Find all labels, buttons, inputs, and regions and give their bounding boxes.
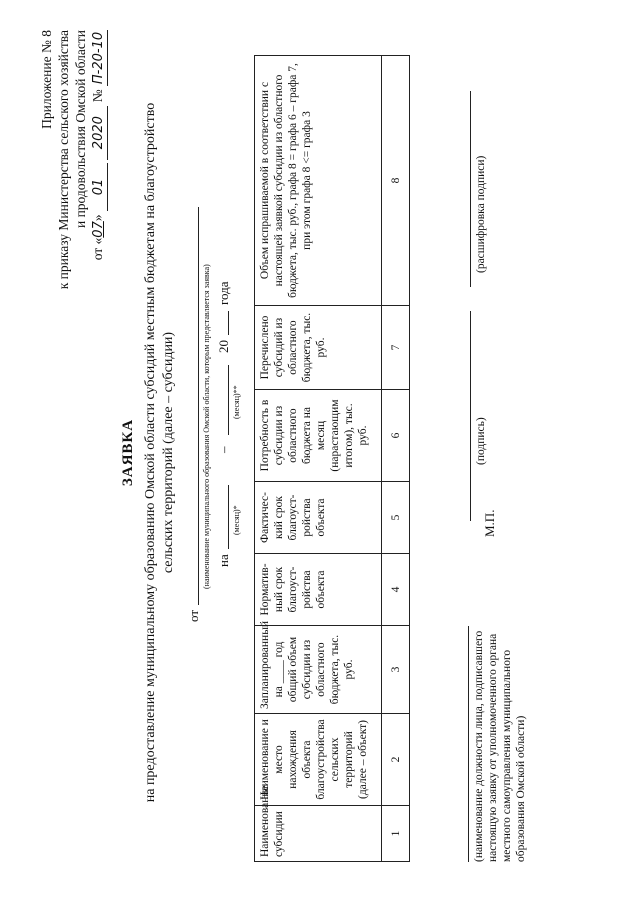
col-number-3: 3 [382,626,410,714]
col-header-8: Объем испрашиваемой в соответствии с настоящей заявкой субсидии из областного бюджета, тыс. руб., графа 8 = графа 6 – графа 7, при этом графа 8 <= графа 3 [255,56,382,306]
position-caption: (наименование должности лица, подписавшего настоящую заявку от уполномоченного органа местного самоуправления муниципального образования Омской области) [473,630,527,862]
date-month: 01 [90,163,108,211]
from-underline [198,207,199,605]
appendix-block [38,30,108,289]
col-header-6: Потребность в субсидии из областного бюджета на месяц (нарастающим итогом), тыс. руб. [255,390,382,482]
col-header-3: Запланированный на ____ год общий объем субсидии из областного бюджета, тыс. руб. [255,626,382,714]
date-number: П-20-10 [91,31,106,85]
col-header-2: Наименование и место нахождения объекта благоустройства сельских территорий (далее – объект) [255,714,382,806]
decode-underline [470,91,471,287]
col-number-5: 5 [382,482,410,554]
period-na: на [216,554,231,567]
col-number-1: 1 [382,806,410,862]
month-from-underline [228,485,229,549]
position-underline [468,626,469,862]
col-number-7: 7 [382,306,410,390]
stamp-place: М.П. [482,509,497,537]
decode-caption: (расшифровка подписи) [475,155,487,273]
col-number-6: 6 [382,390,410,482]
date-day: 07 [91,221,106,238]
signature-caption: (подпись) [475,417,487,465]
period-year-prefix: 20 [216,340,231,353]
month-to-caption: (месяц)** [232,385,241,419]
from-label: от [186,609,201,622]
col-number-2: 2 [382,714,410,806]
period-dash: – [216,446,231,453]
col-header-5: Фактичес-кий срок благоуст-ройства объекта [255,482,382,554]
col-header-4: Норматив-ный срок благоуст-ройства объекта [255,554,382,626]
col-number-4: 4 [382,554,410,626]
period-year-suffix: года [216,281,231,305]
date-year: 2020 [90,106,108,160]
year-underline [228,311,229,335]
month-to-underline [228,365,229,435]
subtitle-line-2: сельских территорий (далее – субсидии) [161,331,176,574]
table-number-row [382,56,410,862]
subtitle-line-1: на предоставление муниципальному образованию Омской области субсидий местным бюджетам на благоустройство [143,102,158,803]
from-caption: (наименование муниципального образования Омской области, которым представляется заявка) [202,264,211,589]
page-title: ЗАЯВКА [120,418,136,487]
month-from-caption: (месяц)* [232,505,241,535]
table-header-row [255,56,382,862]
signature-underline [470,311,471,521]
appendix-date-line: от «07» 01 2020 № П-20-10 [90,31,106,261]
appendix-number: Приложение № 8 [39,30,54,129]
col-number-8: 8 [382,56,410,306]
col-header-1: Наименование субсидии [255,806,382,862]
appendix-line-1: к приказу Министерства сельского хозяйства [56,30,71,290]
subsidy-table [254,55,410,862]
appendix-line-2: и продовольствия Омской области [73,30,88,229]
col-header-7: Перечислено субсидий из областного бюджета, тыс. руб. [255,306,382,390]
